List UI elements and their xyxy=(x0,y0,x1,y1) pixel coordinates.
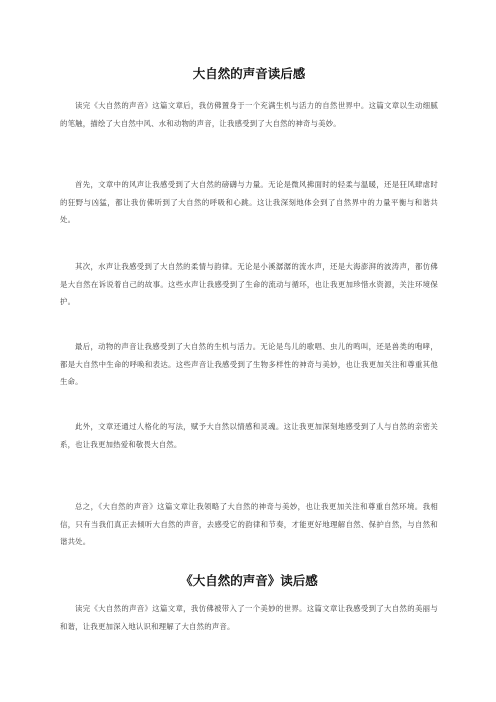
paragraph: 首先，文章中的风声让我感受到了大自然的磅礴与力量。无论是微风拂面时的轻柔与温暖，还是狂风肆虐时的狂野与凶猛，都让我仿佛听到了大自然的呼吸和心跳。这让我深刻地体会到了自然界中的力量平衡与和谐共处。 xyxy=(60,180,438,224)
paragraph: 读完《大自然的声音》这篇文章，我仿佛被带入了一个美妙的世界。这篇文章让我感受到了大自然的美丽与和谐，让我更加深入地认识和理解了大自然的声音。 xyxy=(60,604,438,631)
paragraph: 此外，文章还通过人格化的写法，赋予大自然以情感和灵魂。这让我更加深刻地感受到了人与自然的亲密关系，也让我更加热爱和敬畏大自然。 xyxy=(60,422,438,449)
paragraph: 读完《大自然的声音》这篇文章后，我仿佛置身于一个充满生机与活力的自然世界中。这篇文章以生动细腻的笔触，描绘了大自然中风、水和动物的声音，让我感受到了大自然的神奇与美妙。 xyxy=(60,101,438,128)
paragraph: 最后，动物的声音让我感受到了大自然的生机与活力。无论是鸟儿的歌唱、虫儿的鸣叫，还是兽类的咆哮，都是大自然中生命的呼唤和表达。这些声音让我感受到了生物多样性的神奇与美妙，也让我更加关注和尊重其他生命。 xyxy=(60,342,438,386)
second-article-title: 《大自然的声音》读后感 xyxy=(180,573,318,588)
paragraph: 其次，水声让我感受到了大自然的柔情与韵律。无论是小溪潺潺的流水声，还是大海澎湃的波涛声，都仿佛是大自然在诉说着自己的故事。这些水声让我感受到了生命的流动与循环，也让我更加珍惜水资源，关注环境保护。 xyxy=(60,262,438,306)
paragraph: 总之，《大自然的声音》这篇文章让我领略了大自然的神奇与美妙，也让我更加关注和尊重自然环境。我相信，只有当我们真正去倾听大自然的声音，去感受它的韵律和节奏，才能更好地理解自然、保护自然，与自然和谐共处。 xyxy=(60,502,438,546)
article-title: 大自然的声音读后感 xyxy=(192,66,306,81)
